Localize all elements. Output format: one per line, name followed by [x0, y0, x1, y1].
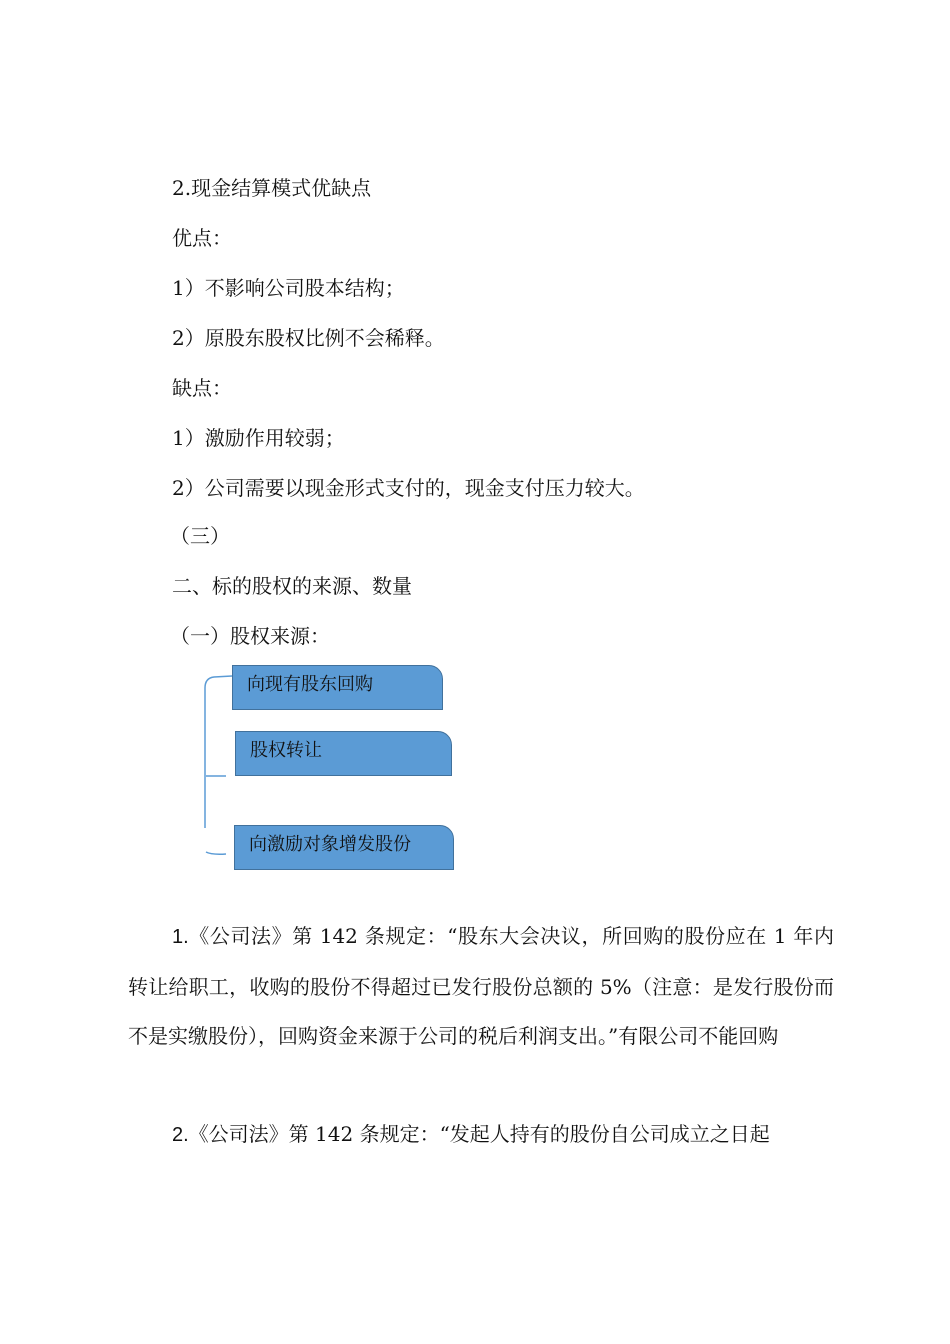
equity-source-box-new-issue [234, 825, 454, 870]
subsection-heading-equity-source: （一）股权来源： [170, 624, 330, 648]
equity-source-box-buyback-label: 向现有股东回购 [247, 674, 373, 695]
disadvantage-item-2: 2）公司需要以现金形式支付的，现金支付压力较大。 [172, 476, 645, 500]
paragraph-text: 《公司法》第 142 条规定：“股东大会决议，所回购的股份应在 1 年内转让给职工，收购的股份不得超过已发行股份总额的 5%（注意：是发行股份而不是实缴股份），回购资金来源于公司的税后利润支出。”有限公司不能回购 [128, 924, 834, 1048]
section-heading-cash-settlement: 2.现金结算模式优缺点 [172, 176, 372, 200]
advantage-item-2: 2）原股东股权比例不会稀释。 [172, 326, 445, 350]
section-heading-equity-source: 二、标的股权的来源、数量 [172, 574, 412, 598]
equity-source-box-buyback [232, 665, 443, 710]
advantages-label: 优点： [172, 226, 232, 250]
equity-source-box-new-issue-label: 向激励对象增发股份 [249, 834, 411, 855]
equity-source-box-transfer-label: 股权转让 [250, 740, 322, 761]
paragraph-number: 1. [172, 926, 189, 948]
equity-source-box-transfer [235, 731, 452, 776]
paragraph-company-law-142-founders [128, 1110, 834, 1161]
paragraph-number: 2. [172, 1124, 189, 1146]
paragraph-text: 《公司法》第 142 条规定：“发起人持有的股份自公司成立之日起 [188, 1122, 770, 1146]
subsection-marker-three: （三） [170, 524, 230, 548]
paragraph-company-law-142-buyback [128, 912, 834, 1062]
disadvantage-item-1: 1）激励作用较弱； [172, 426, 345, 450]
advantage-item-1: 1）不影响公司股本结构； [172, 276, 405, 300]
disadvantages-label: 缺点： [172, 376, 232, 400]
